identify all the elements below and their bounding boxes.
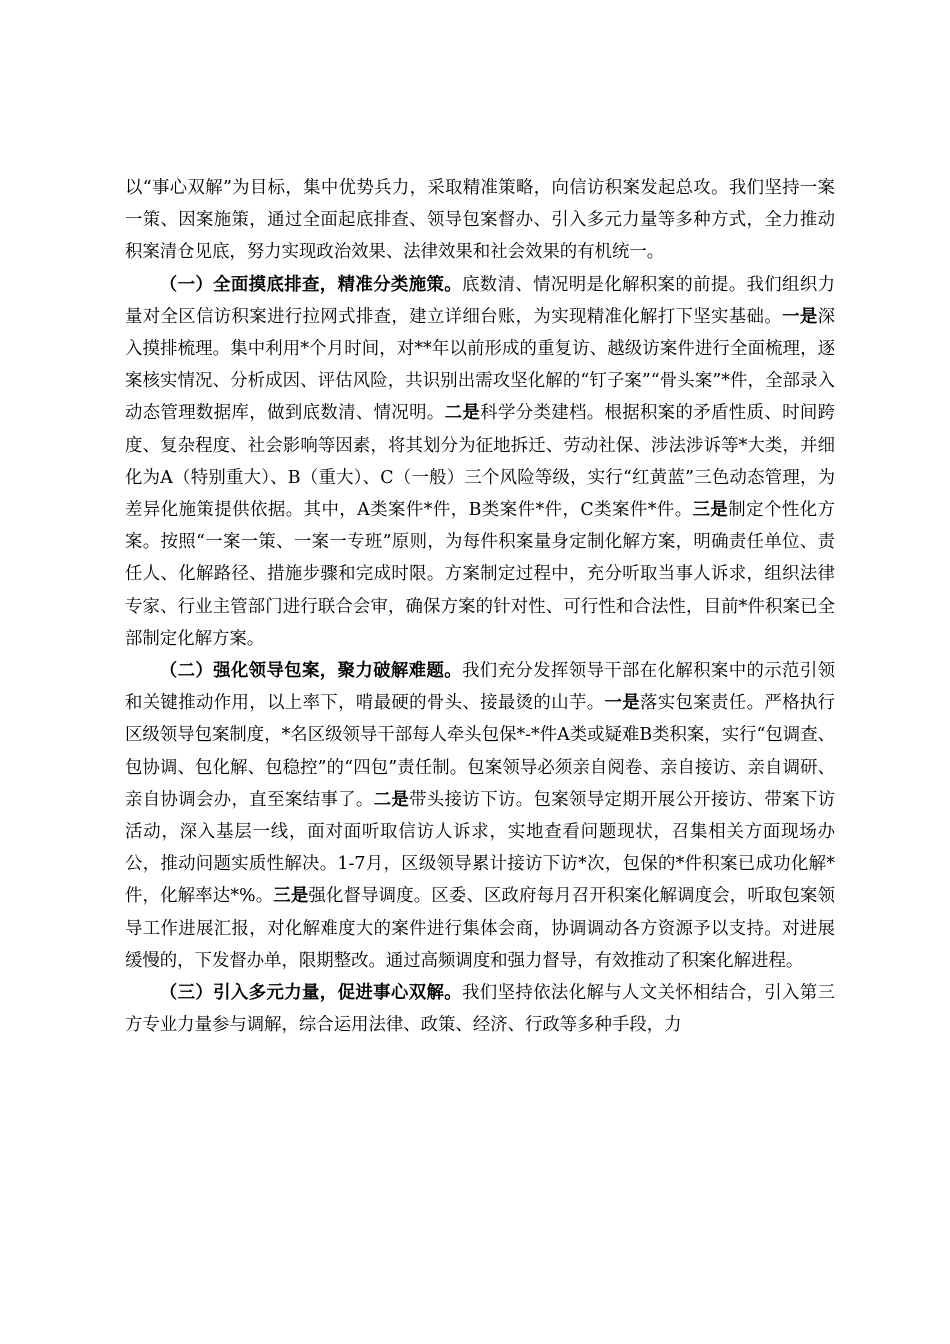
- section-heading: （二）强化领导包案，聚力破解难题。: [159, 661, 463, 682]
- item-marker: 二是: [373, 789, 410, 810]
- paragraph-section-3: [125, 977, 835, 1041]
- text-run: 深入摸排梳理。集中利用*个月时间，对**年以前形成的重复访、越级访案件进行全面梳理，逐案核实情况、分析成因、评估风险，共识别出需攻坚化解的“钉子案”“骨头案”*件，全部录入动态管理数据库，做到底数清、情况明。: [125, 306, 835, 424]
- text-run: 底数清、情况明是化解积案的前提。我们组织力量对全区信访积案进行拉网式排查，建立详细台账，为实现精准化解打下坚实基础。: [125, 274, 835, 327]
- paragraph-section-1: [125, 269, 835, 655]
- text-run: 我们坚持依法化解与人文关怀相结合，引入第三方专业力量参与调解，综合运用法律、政策、经济、行政等多种手段，力: [125, 983, 835, 1036]
- text-run: 落实包案责任。严格执行区级领导包案制度，*名区级领导干部每人牵头包保*-*件A类或疑难B类积案，实行“包调查、包协调、包化解、包稳控”的“四包”责任制。包案领导必须亲自阅卷、亲自接访、亲自调研、亲自协调会办，直至案结事了。: [125, 693, 835, 810]
- section-heading: （一）全面摸底排查，精准分类施策。: [159, 274, 463, 295]
- item-marker: 一是: [604, 693, 641, 714]
- text-run: 带头接访下访。包案领导定期开展公开接访、带案下访活动，深入基层一线，面对面听取信访人诉求，实地查看问题现状，召集相关方面现场办公，推动问题实质性解决。1-7月，区级领导累计接访下访*次，包保的*件积案已成功化解*件，化解率达*%。: [125, 789, 835, 907]
- paragraph-section-2: [125, 655, 835, 977]
- document-page: [125, 172, 835, 1041]
- item-marker: 一是: [782, 306, 818, 327]
- item-marker: 三是: [273, 886, 309, 907]
- text-run: 我们充分发挥领导干部在化解积案中的示范引领和关键推动作用，以上率下，啃最硬的骨头、接最烫的山芋。: [125, 661, 835, 714]
- paragraph-intro: [125, 172, 835, 269]
- item-marker: 二是: [444, 403, 481, 424]
- text-run: 制定个性化方案。按照“一案一策、一案一专班”原则，为每件积案量身定制化解方案，明确责任单位、责任人、化解路径、措施步骤和完成时限。方案制定过程中，充分听取当事人诉求，组织法律专家、行业主管部门进行联合会审，确保方案的针对性、可行性和合法性，目前*件积案已全部制定化解方案。: [125, 500, 835, 649]
- text-run: 以“事心双解”为目标，集中优势兵力，采取精准策略，向信访积案发起总攻。我们坚持一案一策、因案施策，通过全面起底排查、领导包案督办、引入多元力量等多种方式，全力推动积案清仓见底，努力实现政治效果、法律效果和社会效果的有机统一。: [125, 178, 835, 263]
- text-run: 强化督导调度。区委、区政府每月召开积案化解调度会，听取包案领导工作进展汇报，对化解难度大的案件进行集体会商，协调调动各方资源予以支持。对进展缓慢的，下发督办单，限期整改。通过高频调度和强力督导，有效推动了积案化解进程。: [125, 886, 835, 971]
- text-run: 科学分类建档。根据积案的矛盾性质、时间跨度、复杂程度、社会影响等因素，将其划分为征地拆迁、劳动社保、涉法涉诉等*大类，并细化为A（特别重大）、B（重大）、C（一般）三个风险等级，实行“红黄蓝”三色动态管理，为差异化施策提供依据。其中，A类案件*件，B类案件*件，C类案件*件。: [125, 403, 835, 521]
- section-heading: （三）引入多元力量，促进事心双解。: [159, 983, 463, 1004]
- item-marker: 三是: [692, 500, 729, 521]
